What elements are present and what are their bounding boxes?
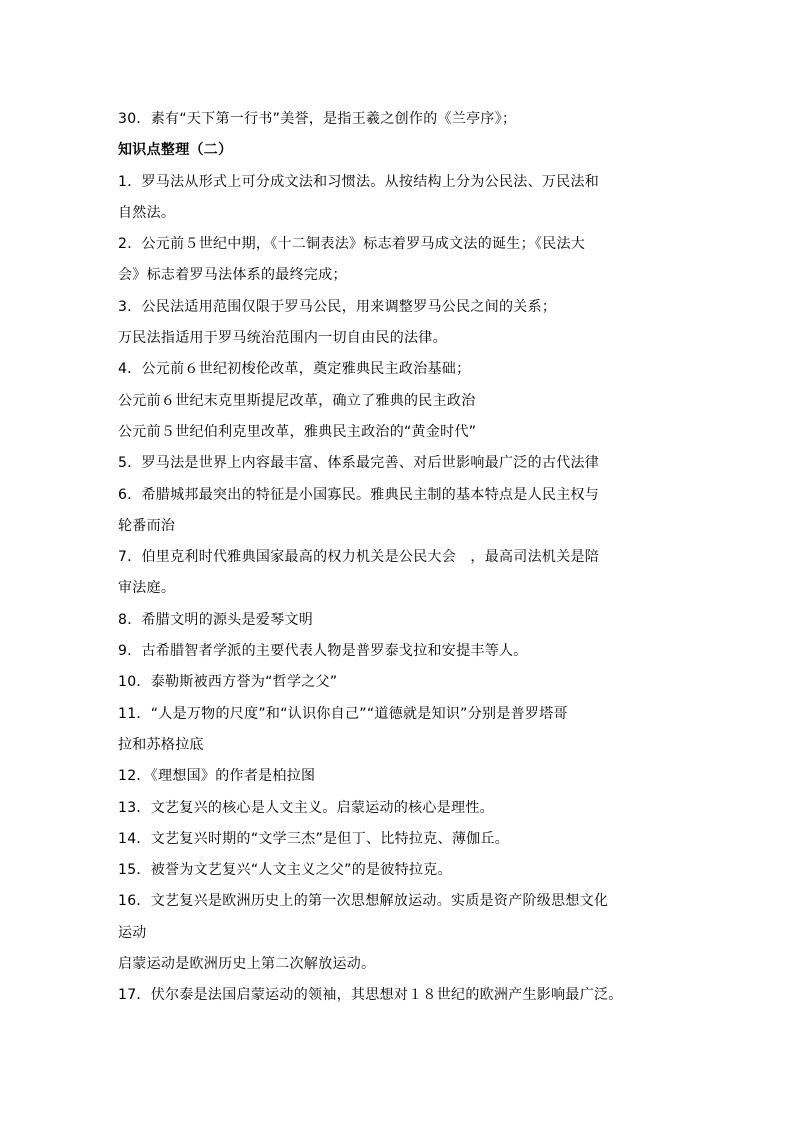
text-line: 13．文艺复兴的核心是人文主义。启蒙运动的核心是理性。 [118, 799, 494, 816]
text-line: 公元前６世纪末克里斯提尼改革，确立了雅典的民主政治 [118, 392, 476, 409]
text-line: 万民法指适用于罗马统治范围内一切自由民的法律。 [118, 330, 447, 347]
text-line: 7．伯里克利时代雅典国家最高的权力机关是公民大会 ，最高司法机关是陪 [118, 549, 600, 566]
text-line: 12．《理想国》的作者是柏拉图 [118, 768, 316, 785]
text-line: 17．伏尔泰是法国启蒙运动的领袖，其思想对１８世纪的欧洲产生影响最广泛。 [118, 987, 623, 1004]
text-line: 4．公元前６世纪初梭伦改革，奠定雅典民主政治基础； [118, 361, 471, 378]
text-line: 10．泰勒斯被西方誉为“哲学之父” [118, 674, 338, 691]
text-line: 审法庭。 [118, 580, 176, 597]
text-line: 1．罗马法从形式上可分成文法和习惯法。从按结构上分为公民法、万民法和 [118, 173, 600, 190]
text-line: 8．希腊文明的源头是爱琴文明 [118, 611, 314, 628]
text-line: 15．被誉为文艺复兴“人文主义之父”的是彼特拉克。 [118, 862, 452, 879]
text-line: 11．“人是万物的尺度”和“认识你自己”“道德就是知识”分别是普罗塔哥 [118, 705, 568, 722]
text-line: 拉和苏格拉底 [118, 736, 204, 753]
text-line: 启蒙运动是欧洲历史上第二次解放运动。 [118, 956, 376, 973]
document-page [118, 104, 678, 1012]
text-line: 自然法。 [118, 204, 176, 221]
text-line: 公元前５世纪伯利克里改革，雅典民主政治的“黄金时代” [118, 423, 477, 440]
text-line: 14．文艺复兴时期的“文学三杰”是但丁、比特拉克、薄伽丘。 [118, 830, 510, 847]
text-line: 3．公民法适用范围仅限于罗马公民，用来调整罗马公民之间的关系； [118, 298, 557, 315]
text-line: 会》标志着罗马法体系的最终完成； [118, 267, 347, 284]
text-line: 9．古希腊智者学派的主要代表人物是普罗泰戈拉和安提丰等人。 [118, 643, 528, 660]
text-line: 30．素有“天下第一行书”美誉，是指王羲之创作的《兰亭序》； [118, 111, 517, 127]
text-line: 轮番而治 [118, 517, 176, 534]
text-line: 2．公元前５世纪中期，《十二铜表法》标志着罗马成文法的诞生；《民法大 [118, 236, 586, 253]
text-line: 16．文艺复兴是欧洲历史上的第一次思想解放运动。实质是资产阶级思想文化 [118, 893, 609, 910]
text-line: 5．罗马法是世界上内容最丰富、体系最完善、对后世影响最广泛的古代法律 [118, 455, 600, 472]
section-heading: 知识点整理（二） [118, 142, 233, 159]
text-line: 运动 [118, 924, 147, 941]
text-line: 6．希腊城邦最突出的特征是小国寡民。雅典民主制的基本特点是人民主权与 [118, 486, 600, 503]
